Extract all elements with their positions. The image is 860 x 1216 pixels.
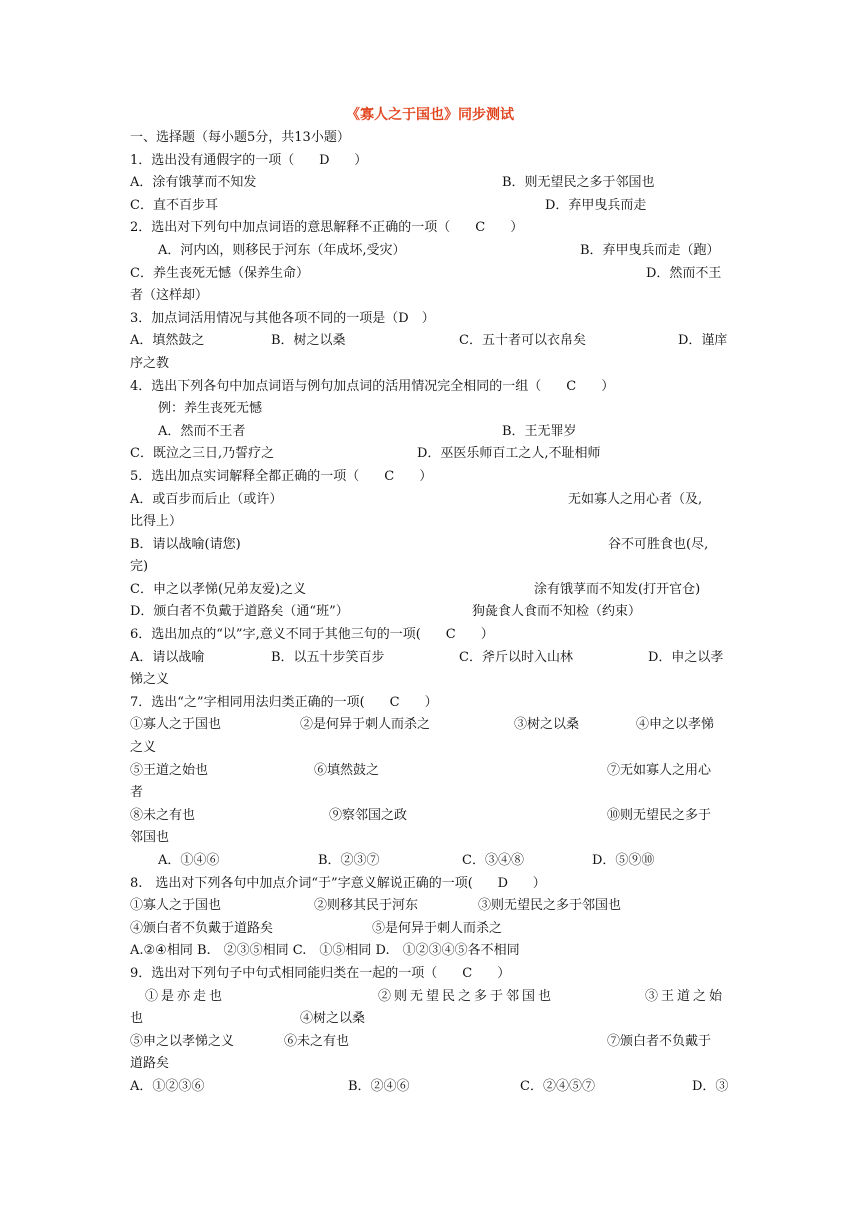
question-8-stem: 8. 选出对下列各句中加点介词“于”字意义解说正确的一项( D ） <box>130 873 730 896</box>
option-b: B．②④⑥ <box>348 1078 410 1094</box>
question-9-options <box>130 1076 730 1099</box>
document-title: 《寡人之于国也》同步测试 <box>346 107 514 123</box>
option-d: D．谨庠 <box>678 333 728 349</box>
option-d: D．然而不王 <box>646 265 722 281</box>
question-1-options-cd <box>130 195 730 218</box>
section-heading: 一、选择题（每小题5分，共13小题） <box>130 130 350 145</box>
question-4-stem: 4．选出下列各句中加点词语与例句加点词的活用情况完全相同的一组（ C ） <box>130 376 730 399</box>
question-1-stem: 1．选出没有通假字的一项（ D ） <box>130 150 730 173</box>
option-a: A．①④⑥ <box>158 853 220 868</box>
question-4-options-ab <box>130 421 730 444</box>
question-4-options-cd <box>130 443 730 466</box>
option-d: D．申之以孝 <box>648 649 724 665</box>
answer-q4: C <box>566 378 577 394</box>
option-a: A．填然鼓之 <box>130 333 205 349</box>
option-d: D．⑤⑨⑩ <box>592 853 655 868</box>
question-3-stem: 3．加点词活用情况与其他各项不同的一项是（D ） <box>130 310 435 326</box>
option-b: B．树之以桑 <box>271 333 346 349</box>
question-8-items-row1: ①寡人之于国也 ②则移其民于河东 ③则无望民之多于邻国也 <box>130 898 622 914</box>
question-3-options <box>130 330 730 353</box>
question-8-items-row2: ④颁白者不负戴于道路矣 ⑤是何异于刺人而杀之 <box>130 920 503 936</box>
option-b: B．王无罪岁 <box>502 423 577 439</box>
question-4-example: 例：养生丧死无憾 <box>158 401 263 417</box>
question-9-items-row1: ①是亦走也 ②则无望民之多于邻国也 ③王道之始 <box>145 988 726 1004</box>
option-d: D．弃甲曳兵而走 <box>545 197 647 213</box>
question-2-options-cd <box>130 263 730 286</box>
question-7-items-row3-continued: 邻国也 <box>130 830 170 846</box>
option-c: C．②④⑤⑦ <box>520 1078 595 1094</box>
option-c: C．直不百步耳 <box>130 197 218 213</box>
answer-q2: C <box>475 220 486 236</box>
question-6-options <box>130 647 730 670</box>
answer-q6: C <box>445 627 456 643</box>
option-c: C．五十者可以衣帛矣 <box>459 333 586 349</box>
answer-q7: C <box>389 694 400 710</box>
option-c: C．养生丧死无憾（保养生命） <box>130 265 309 281</box>
question-6-stem: 6．选出加点的“以”字,意义不同于其他三句的一项( C ） <box>130 624 730 647</box>
question-7-items-row1-continued: 之义 <box>130 740 157 756</box>
question-5-option-b-continued: 完) <box>130 559 149 575</box>
question-5-option-b: B．请以战喻(请您) 谷不可胜食也(尽, <box>130 536 709 552</box>
option-b: B．以五十步笑百步 <box>271 649 385 665</box>
option-c: C．既泣之三日,乃誓疗之 <box>130 446 275 462</box>
question-5-option-a-continued: 比得上） <box>130 514 183 530</box>
answer-q8: D <box>497 875 508 891</box>
question-5-option-d: D．颁白者不负戴于道路矣（通“班”） 狗彘食人食而不知检（约束） <box>130 604 642 620</box>
option-c: C．斧斤以时入山林 <box>459 649 573 665</box>
question-7-items-row2: ⑤王道之始也 ⑥填然鼓之 ⑦无如寡人之用心 <box>130 762 712 778</box>
question-5-stem: 5．选出加点实词解释全都正确的一项（ C ） <box>130 466 730 489</box>
answer-q5: C <box>384 468 395 484</box>
answer-q1: D <box>319 152 330 168</box>
question-6-option-d-continued: 悌之义 <box>130 672 170 688</box>
option-b: B．②③⑦ <box>318 853 380 868</box>
option-d: D．巫医乐师百工之人,不耻相师 <box>417 446 601 462</box>
question-9-stem: 9．选出对下列句子中句式相同能归类在一起的一项（ C ） <box>130 963 730 986</box>
question-7-items-row3: ⑧未之有也 ⑨察邻国之政 ⑩则无望民之多于 <box>130 807 712 823</box>
question-9-items-row3-continued: 道路矣 <box>130 1056 170 1072</box>
option-b: B．则无望民之多于邻国也 <box>502 175 655 191</box>
option-a: A．涂有饿莩而不知发 <box>130 175 257 191</box>
question-8-options: A.②④相同 B. ②③⑤相同 C. ①⑤相同 D. ①②③④⑤各不相同 <box>130 943 520 959</box>
option-a: A．①②③⑥ <box>130 1078 205 1094</box>
question-7-stem: 7．选出“之”字相同用法归类正确的一项( C ） <box>130 692 730 715</box>
question-2-options-ab <box>130 240 730 263</box>
question-5-option-c: C．申之以孝悌(兄弟友爱)之义 涂有饿莩而不知发(打开官仓) <box>130 581 701 597</box>
question-7-items-row1: ①寡人之于国也 ②是何异于刺人而杀之 ③树之以桑 ④申之以孝悌 <box>130 717 715 733</box>
option-d: D．③ <box>692 1078 729 1094</box>
question-9-items-row3: ⑤申之以孝悌之义 ⑥未之有也 ⑦颁白者不负戴于 <box>130 1033 712 1049</box>
option-a: A．河内凶，则移民于河东（年成坏,受灾） <box>158 242 406 258</box>
question-3-option-d-continued: 序之教 <box>130 355 170 371</box>
document-page <box>130 104 730 1099</box>
question-2-option-d-continued: 者（这样却） <box>130 288 209 304</box>
question-9-items-row2: 也 ④树之以桑 <box>130 1011 366 1027</box>
answer-q9: C <box>462 965 473 981</box>
question-7-options <box>130 850 730 873</box>
option-b: B．弃甲曳兵而走（跑） <box>580 242 720 258</box>
option-c: C．③④⑧ <box>462 853 524 868</box>
question-5-option-a: A．或百步而后止（或许） 无如寡人之用心者（及, <box>130 491 703 507</box>
option-a: A．请以战喻 <box>130 649 205 665</box>
question-1-options-ab <box>130 172 730 195</box>
option-a: A．然而不王者 <box>158 423 246 439</box>
question-2-stem: 2．选出对下列句中加点词语的意思解释不正确的一项（ C ） <box>130 217 730 240</box>
question-7-items-row2-continued: 者 <box>130 785 144 801</box>
